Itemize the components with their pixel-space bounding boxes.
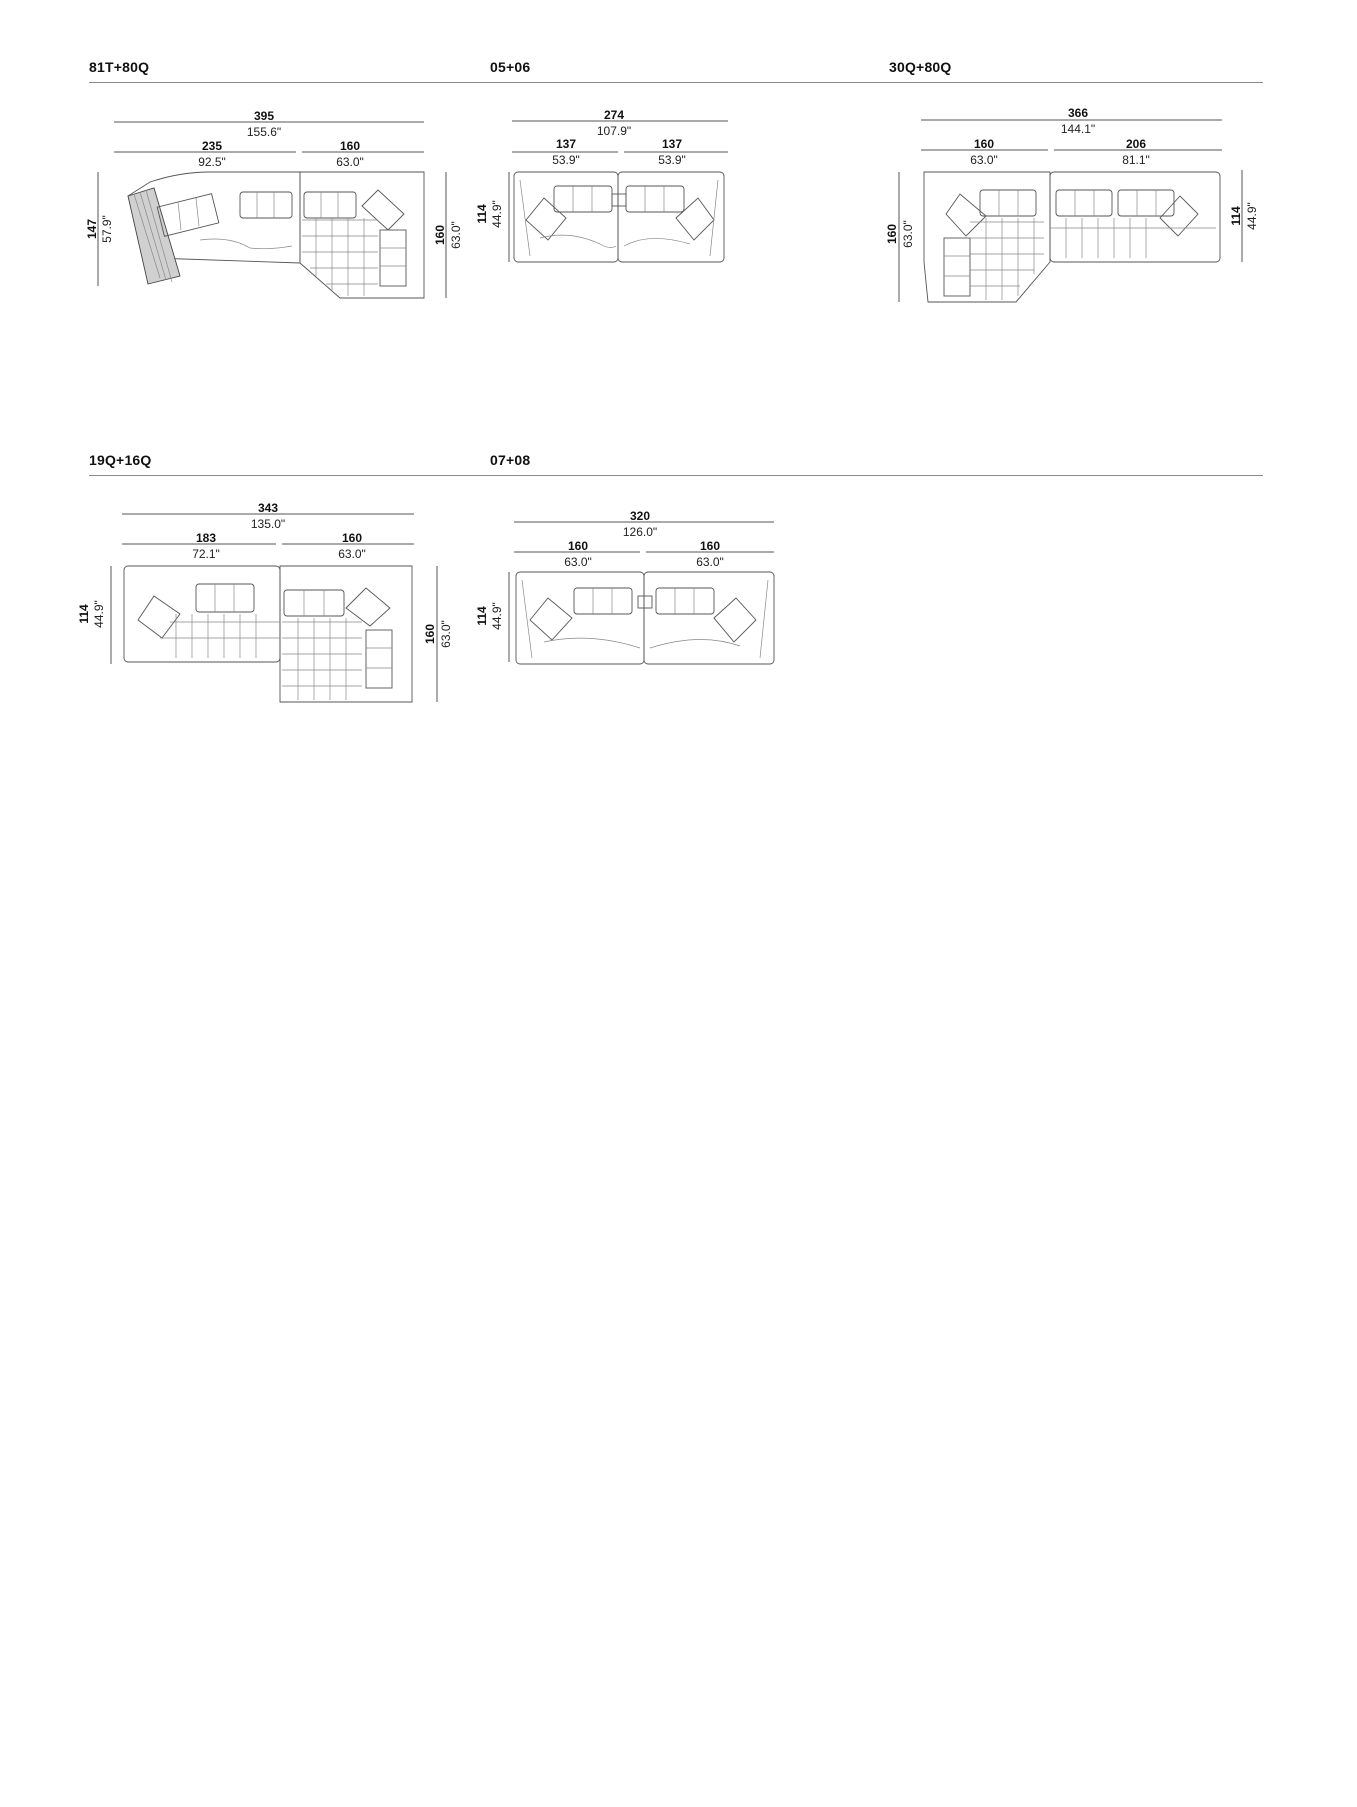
diagram-05-06 bbox=[475, 108, 728, 262]
dim-left-depth-in: 44.9" bbox=[490, 200, 504, 228]
dim-part2-cm: 137 bbox=[661, 137, 683, 151]
dim-total-in: 135.0" bbox=[250, 517, 286, 531]
diagram-19q-16q bbox=[77, 501, 453, 702]
dim-part2-in: 53.9" bbox=[658, 153, 686, 167]
dim-total-in: 126.0" bbox=[622, 525, 658, 539]
dim-part2-in: 63.0" bbox=[336, 155, 364, 169]
dim-part2-in: 63.0" bbox=[696, 555, 724, 569]
dim-right-depth-cm: 160 bbox=[423, 623, 437, 645]
dim-part2-in: 81.1" bbox=[1122, 153, 1150, 167]
dim-total-cm: 366 bbox=[1067, 106, 1089, 120]
dim-part1-cm: 160 bbox=[567, 539, 589, 553]
dim-part1-in: 92.5" bbox=[198, 155, 226, 169]
diagram-07-08 bbox=[475, 509, 774, 664]
dim-part2-cm: 160 bbox=[341, 531, 363, 545]
dim-part2-cm: 160 bbox=[699, 539, 721, 553]
dim-left-depth-cm: 114 bbox=[475, 606, 489, 626]
dim-part1-in: 63.0" bbox=[970, 153, 998, 167]
dim-left-depth-in: 57.9" bbox=[100, 215, 114, 243]
dim-part2-in: 63.0" bbox=[338, 547, 366, 561]
dim-left-depth-cm: 114 bbox=[77, 604, 91, 624]
diagram-81t-80q bbox=[85, 109, 463, 298]
dim-right-depth-cm: 114 bbox=[1229, 206, 1243, 226]
diagram-30q-80q bbox=[885, 106, 1259, 302]
dim-right-depth-in: 63.0" bbox=[439, 620, 453, 648]
dim-left-depth-in: 44.9" bbox=[92, 600, 106, 628]
dim-total-cm: 343 bbox=[257, 501, 279, 515]
dim-left-depth-cm: 114 bbox=[475, 204, 489, 224]
dim-total-in: 155.6" bbox=[246, 125, 282, 139]
dim-part1-in: 63.0" bbox=[564, 555, 592, 569]
hatched-armrest bbox=[128, 188, 180, 284]
dim-part1-cm: 137 bbox=[555, 137, 577, 151]
section-title-81t-80q: 81T+80Q bbox=[89, 59, 150, 75]
dim-right-depth-cm: 160 bbox=[433, 224, 447, 246]
dim-right-depth-in: 63.0" bbox=[449, 221, 463, 249]
dim-right-depth-in: 44.9" bbox=[1245, 202, 1259, 230]
dim-part1-cm: 183 bbox=[195, 531, 217, 545]
section-title-07-08: 07+08 bbox=[490, 452, 531, 468]
dim-left-depth-cm: 160 bbox=[885, 223, 899, 245]
dim-part1-in: 53.9" bbox=[552, 153, 580, 167]
dim-left-depth-in: 63.0" bbox=[901, 220, 915, 248]
dim-left-depth-cm: 147 bbox=[85, 218, 99, 240]
dim-part1-in: 72.1" bbox=[192, 547, 220, 561]
dim-part2-cm: 160 bbox=[339, 139, 361, 153]
dim-total-in: 107.9" bbox=[596, 124, 632, 138]
dim-part1-cm: 160 bbox=[973, 137, 995, 151]
dim-part2-cm: 206 bbox=[1125, 137, 1147, 151]
dim-total-in: 144.1" bbox=[1060, 122, 1096, 136]
dim-total-cm: 395 bbox=[253, 109, 275, 123]
dim-left-depth-in: 44.9" bbox=[490, 602, 504, 630]
dim-total-cm: 320 bbox=[629, 509, 651, 523]
section-title-19q-16q: 19Q+16Q bbox=[89, 452, 152, 468]
dim-total-cm: 274 bbox=[603, 108, 625, 122]
dim-part1-cm: 235 bbox=[201, 139, 223, 153]
section-title-05-06: 05+06 bbox=[490, 59, 531, 75]
section-title-30q-80q: 30Q+80Q bbox=[889, 59, 952, 75]
